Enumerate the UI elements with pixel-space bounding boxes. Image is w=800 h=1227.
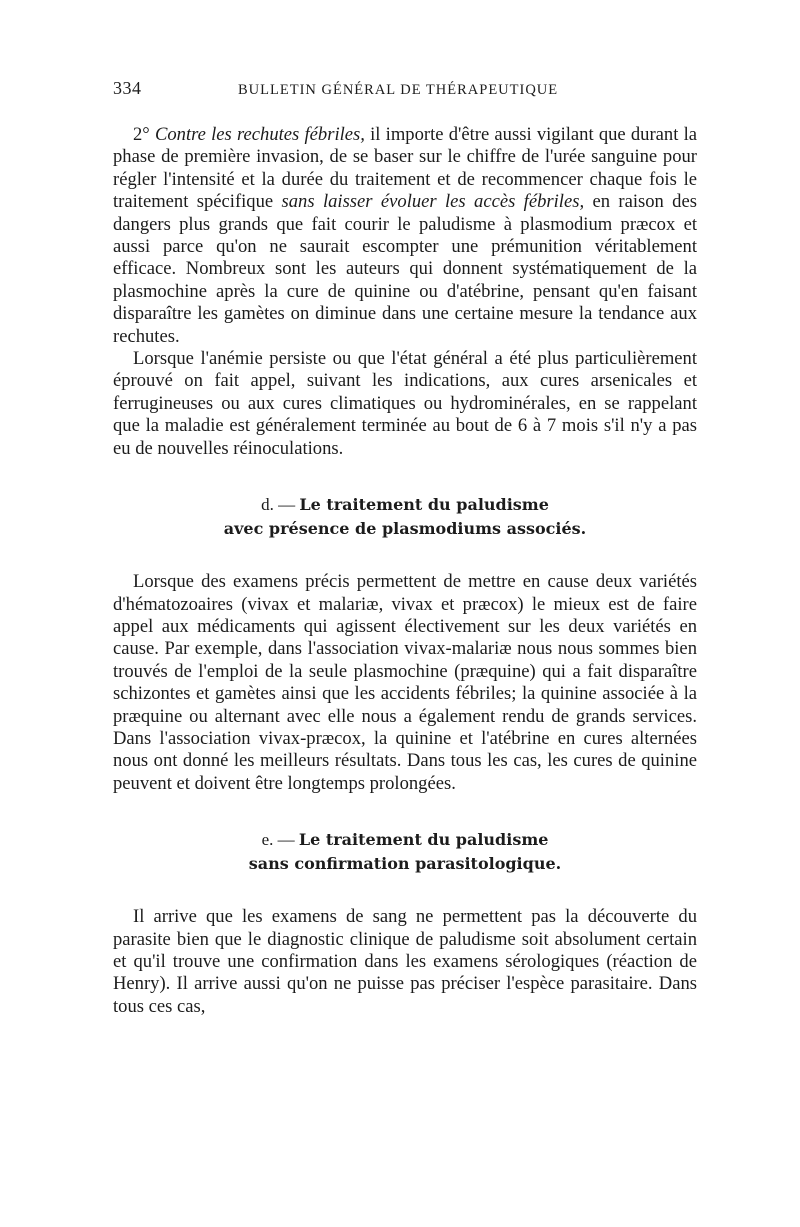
paragraph-relapses xyxy=(113,124,697,348)
section-subtitle: avec présence de plasmodiums associés. xyxy=(223,519,587,539)
section-title: Le traitement du paludisme xyxy=(298,830,549,850)
running-head xyxy=(113,70,697,100)
section-letter: e. — xyxy=(261,830,299,850)
paragraph-associated-plasmodiums: Lorsque des examens précis permettent de mettre en cause deux variétés d'hématozoaires (vivax et malariæ, vivax et præcox) le mieux est de faire appel aux médicaments qui agissent électivement sur les deux variétés en cause. Par exemple, dans l'association vivax-malariæ nous nous sommes bien trouvés de l'emploi de la seule plasmochine (præquine) qui a fait disparaître schizontes et gamètes ainsi que les accidents fébriles; la quinine associée à la præquine ou alternant avec elle nous a également rendu de grands services. Dans l'association vivax-præcox, la quinine et l'atébrine en cures alternées nous ont donné les meilleurs résultats. Dans tous les cas, les cures de quinine peuvent et doivent être longtemps prolongées. xyxy=(113,571,697,794)
section-subtitle: sans confirmation parasitologique. xyxy=(248,854,562,874)
paragraph-no-confirmation: Il arrive que les examens de sang ne permettent pas la découverte du parasite bien que le diagnostic clinique de paludisme soit absolument certain et qu'il trouve une confirmation dans les examens sérologiques (réaction de Henry). Il arrive aussi qu'on ne puisse pas préciser l'espèce parasitaire. Dans tous ces cas, xyxy=(113,906,697,1017)
italic-phrase: sans laisser évoluer les accès fébriles, xyxy=(281,191,585,213)
paragraph-anemia: Lorsque l'anémie persiste ou que l'état général a été plus particulièrement éprouvé on fait appel, suivant les indications, aux cures arsenicales et ferrugineuses ou aux cures climatiques ou hydrominérales, en se rappelant que la maladie est généralement terminée au bout de 6 à 7 mois s'il n'y a pas eu de nouvelles réinoculations. xyxy=(113,348,697,459)
paragraph-lead: 2° xyxy=(133,124,155,145)
section-title: Le traitement du paludisme xyxy=(299,495,549,515)
page xyxy=(113,70,697,1018)
page-number: 334 xyxy=(113,78,142,98)
section-heading-line xyxy=(113,852,697,876)
paragraph-text: il importe d'être aussi vigilant que durant la phase de première invasion, de se baser sur le chiffre de l'urée sanguine pour régler l'intensité et la durée du traitement et de recommencer chaque fois le traitement spécifique xyxy=(113,124,698,213)
section-heading-line xyxy=(113,493,697,517)
section-heading-line xyxy=(113,828,697,852)
italic-phrase: Contre les rechutes fébriles, xyxy=(154,124,365,145)
section-heading-d xyxy=(113,493,697,541)
section-letter: d. — xyxy=(261,495,300,515)
section-heading-line xyxy=(113,517,697,541)
section-heading-e xyxy=(113,828,697,876)
paragraph-text: en raison des dangers plus grands que fait courir le paludisme à plasmodium præcox et aussi parce qu'on ne saurait escompter une prémunition véritablement efficace. Nombreux sont les auteurs qui donnent systématiquement de la plasmochine après la cure de quinine ou d'atébrine, pensant qu'en faisant disparaître les gamètes on diminue dans une certaine mesure la tendance aux rechutes. xyxy=(113,191,697,347)
running-title: BULLETIN GÉNÉRAL DE THÉRAPEUTIQUE xyxy=(238,82,559,98)
